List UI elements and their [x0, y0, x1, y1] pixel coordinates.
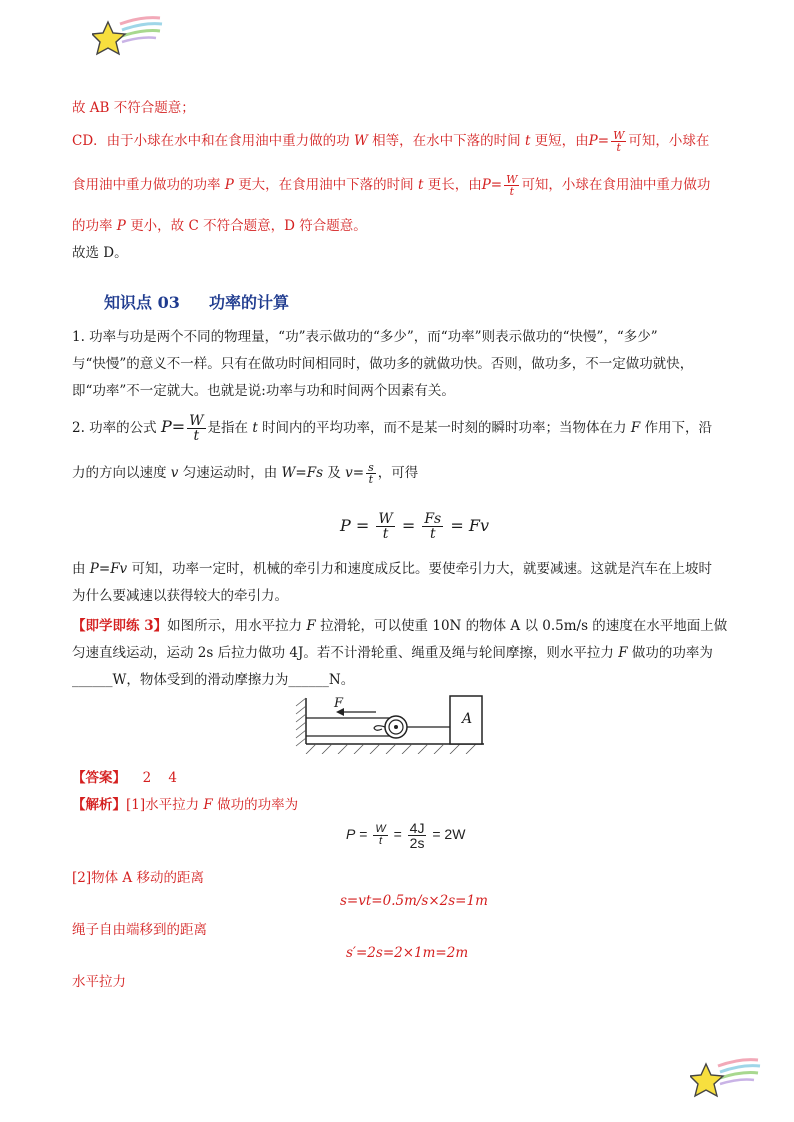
prev-text: 相等，在水中下落的时间	[372, 133, 521, 149]
fraction-numerator: s	[368, 461, 374, 474]
body-para-4: 为什么要减速以获得较大的牵引力。	[72, 588, 288, 604]
prev-text: 可知，小球在	[628, 133, 710, 149]
math-op: =	[352, 465, 365, 481]
fraction-denominator: t	[366, 473, 376, 485]
body-text: 是指在	[207, 420, 249, 436]
fraction	[376, 512, 394, 541]
fraction	[611, 130, 626, 153]
body-text: ，可得	[377, 465, 419, 481]
fraction-denominator: t	[422, 526, 443, 541]
analysis-text: [1]水平拉力	[126, 797, 200, 813]
body-text: 力的方向以速度	[72, 465, 167, 481]
exercise-text: 匀速直线运动，运动 2s 后拉力做功 4J。若不计滑轮重、绳重及绳与轮间摩擦，则水平拉力	[72, 645, 614, 661]
figure-label-F: F	[334, 696, 344, 711]
body-para-3	[72, 456, 418, 490]
fraction-numerator: W	[189, 413, 204, 429]
math-var: P	[160, 417, 172, 436]
prev-var: W	[353, 133, 368, 149]
body-text: 及	[327, 465, 341, 481]
fraction-denominator: t	[376, 526, 394, 541]
fraction-denominator: t	[611, 141, 626, 153]
prev-text: CD．由于小球在水中和在食用油中重力做的功	[72, 133, 350, 149]
fraction-numerator: W	[375, 822, 386, 835]
fraction	[373, 824, 387, 847]
exercise-text: 拉滑轮，可以使重 10N 的物体 A 以 0.5m/s 的速度在水平地面上做	[320, 618, 728, 634]
fraction-denominator: t	[373, 835, 387, 847]
choice-result: 故选 D。	[72, 245, 128, 261]
math-var: P	[346, 826, 356, 842]
math-op: =	[393, 826, 402, 842]
analysis-line-1	[72, 793, 298, 813]
math-var: t	[252, 420, 258, 436]
analysis-tag: 【解析】	[72, 797, 126, 813]
math-op: =	[171, 417, 186, 436]
math-op: =	[450, 516, 464, 535]
prev-var: t	[524, 133, 531, 149]
prev-text: 更大，在食用油中下落的时间	[238, 177, 414, 193]
math-var: F	[306, 618, 316, 634]
prev-line-2	[72, 126, 709, 156]
answer-tag: 【答案】	[72, 770, 126, 786]
body-text: 匀速运动时，由	[182, 465, 278, 481]
analysis-text: 做功的功率为	[217, 797, 299, 813]
exercise-tag: 【即学即练 3】	[72, 618, 168, 634]
answer-values: 2 4	[142, 770, 177, 786]
prev-line-3	[72, 170, 710, 200]
body-text: 2. 功率的公式	[72, 420, 157, 436]
math-var: Fv	[468, 516, 489, 535]
math-var: v	[170, 465, 179, 481]
math-op: =	[359, 826, 368, 842]
fraction-numerator: W	[378, 511, 393, 527]
rope-distance-equation: s′=2s=2×1m=2m	[346, 945, 469, 961]
prev-text: 更小，故 C 不符合题意，D 符合题意。	[130, 218, 367, 234]
prev-var: P	[224, 177, 234, 193]
body-text: 可知，功率一定时，机械的牵引力和速度成反比。要使牵引力大，就要减速。这就是汽车在上坡时	[131, 561, 712, 577]
heading-title: 功率的计算	[209, 293, 290, 312]
fraction-denominator: t	[187, 428, 205, 443]
fraction-numerator: 4J	[409, 819, 425, 836]
math-var: P=Fv	[89, 561, 128, 577]
math-op: =	[355, 516, 370, 535]
body-para-2	[72, 410, 712, 445]
heading-label: 知识点 03	[104, 293, 180, 312]
body-para-4	[72, 557, 712, 577]
exercise-text: 做功的功率为	[631, 645, 713, 661]
fraction	[366, 462, 376, 485]
prev-text: 食用油中重力做功的功率	[72, 177, 221, 193]
fraction-numerator: W	[613, 129, 625, 142]
prev-text: 可知，小球在食用油中重力做功	[521, 177, 711, 193]
prev-var: P=	[588, 133, 610, 149]
prev-line-4	[72, 214, 367, 234]
math-var: F	[618, 645, 628, 661]
fraction-numerator: W	[506, 173, 518, 186]
fraction-denominator: t	[504, 185, 519, 197]
fraction-denominator: 2s	[409, 834, 425, 851]
star-icon	[690, 1056, 762, 1102]
prev-var: P=	[481, 177, 503, 193]
power-calculation	[346, 816, 465, 852]
exercise-line-1	[72, 614, 727, 634]
fraction	[422, 512, 443, 541]
fraction-numerator: Fs	[424, 511, 442, 527]
prev-var: P	[116, 218, 126, 234]
fraction	[504, 174, 519, 197]
body-text: 时间内的平均功率，而不是某一时刻的瞬时功率；当物体在力	[262, 420, 627, 436]
body-para-1: 与“快慢”的意义不一样。只有在做功时间相同时，做功多的就做功快。否则，做功多，不一定做功就快，	[72, 356, 694, 372]
math-op: =	[401, 516, 416, 535]
exercise-text: 如图所示，用水平拉力	[167, 618, 303, 634]
body-para-1: 1. 功率与功是两个不同的物理量，“功”表示做功的“多少”，而“功率”则表示做功的“快慢”，“多少”	[72, 329, 658, 345]
math-var: F	[203, 797, 213, 813]
answer-line	[72, 766, 177, 786]
prev-text: 更短，由	[534, 133, 589, 149]
prev-text: 更长，由	[427, 177, 482, 193]
math-var: F	[630, 420, 641, 436]
math-var: v	[345, 465, 353, 481]
body-text: 由	[72, 561, 86, 577]
star-icon	[92, 14, 164, 60]
analysis-line-3: 绳子自由端移到的距离	[72, 922, 207, 938]
calc-result: = 2W	[432, 826, 466, 842]
distance-equation: s=vt=0.5m/s×2s=1m	[340, 893, 488, 909]
analysis-line-4: 水平拉力	[72, 974, 126, 990]
analysis-line-2: [2]物体 A 移动的距离	[72, 870, 204, 886]
body-text: 作用下，沿	[644, 420, 713, 436]
prev-text: 的功率	[72, 218, 113, 234]
prev-line-1: 故 AB 不符合题意；	[72, 100, 195, 116]
exercise-line-3: ______W，物体受到的滑动摩擦力为______N。	[72, 672, 355, 688]
figure-label-A: A	[462, 711, 473, 727]
prev-var: t	[417, 177, 424, 193]
fraction	[187, 414, 205, 443]
section-heading	[104, 290, 289, 313]
math-var: P	[340, 516, 351, 535]
body-para-1: 即“功率”不一定就大。也就是说:功率与功和时间两个因素有关。	[72, 383, 455, 399]
power-formula	[340, 508, 489, 544]
exercise-line-2	[72, 641, 713, 661]
math-var: W=Fs	[281, 465, 324, 481]
fraction	[408, 821, 427, 850]
